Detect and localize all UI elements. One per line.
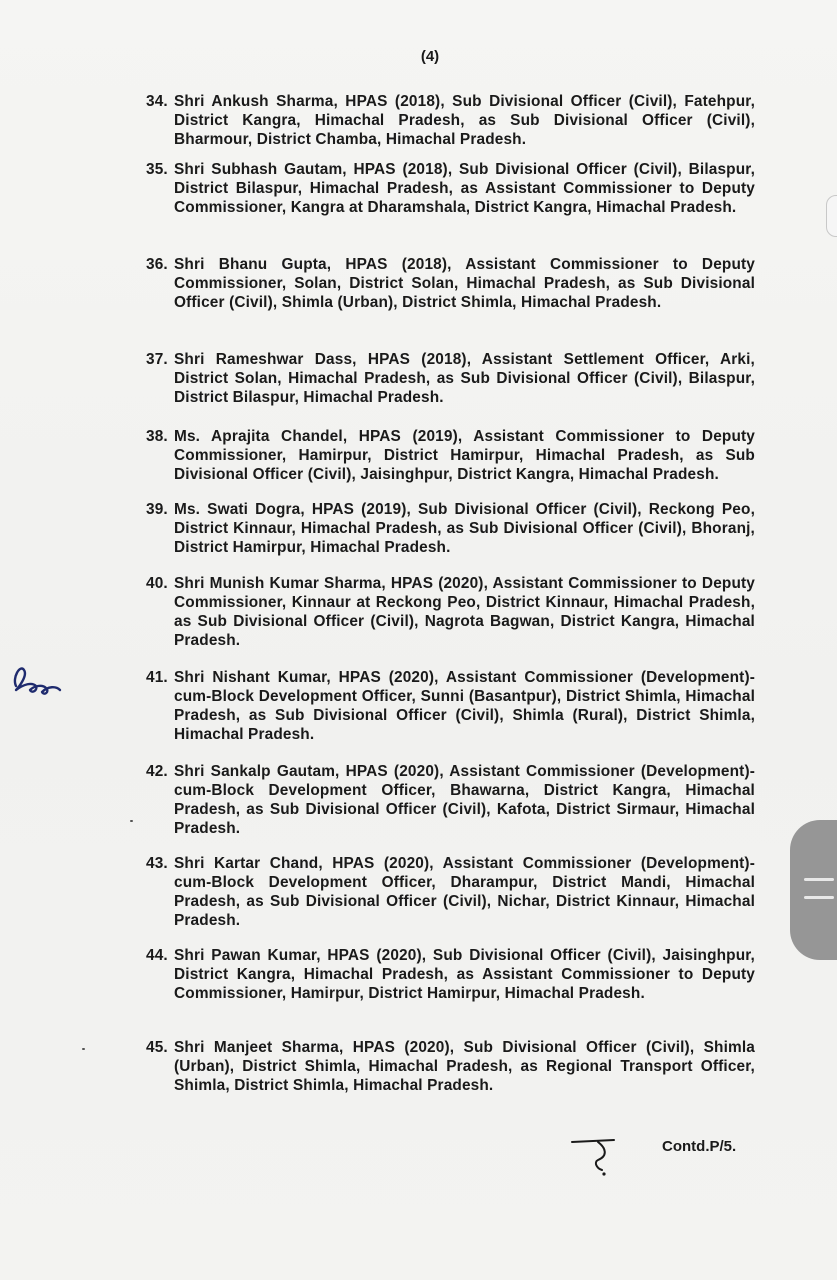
signature-icon [10, 660, 66, 700]
item-number: 38. [146, 428, 168, 445]
list-item [140, 574, 755, 650]
item-text: Shri Manjeet Sharma, HPAS (2020), Sub Divisional Officer (Civil), Shimla (Urban), District Shimla, Himachal Pradesh, as Regional Transport Officer, Shimla, District Shimla, Himachal Pradesh. [174, 1039, 755, 1094]
list-item [140, 854, 755, 930]
list-item [140, 255, 755, 312]
item-number: 41. [146, 669, 168, 686]
item-text: Shri Rameshwar Dass, HPAS (2018), Assistant Settlement Officer, Arki, District Solan, Himachal Pradesh, as Sub Divisional Officer (Civil), Bilaspur, District Bilaspur, Himachal Pradesh. [174, 351, 755, 406]
initial-mark-icon [568, 1132, 618, 1178]
list-item [140, 500, 755, 557]
item-number: 43. [146, 855, 168, 872]
item-text: Shri Ankush Sharma, HPAS (2018), Sub Divisional Officer (Civil), Fatehpur, District Kangra, Himachal Pradesh, as Sub Divisional Officer (Civil), Bharmour, District Chamba, Himachal Pradesh. [174, 93, 755, 148]
handle-grip-line [804, 878, 834, 881]
list-item [140, 762, 755, 838]
list-item [140, 1038, 755, 1095]
item-number: 37. [146, 351, 168, 368]
scroll-handle-icon[interactable] [790, 820, 837, 960]
list-item [140, 427, 755, 484]
item-number: 42. [146, 763, 168, 780]
list-item [140, 946, 755, 1003]
item-number: 44. [146, 947, 168, 964]
item-number: 40. [146, 575, 168, 592]
page-number: (4) [420, 48, 440, 65]
continued-note: Contd.P/5. [662, 1138, 737, 1155]
item-text: Shri Nishant Kumar, HPAS (2020), Assistant Commissioner (Development)-cum-Block Development Officer, Sunni (Basantpur), District Shimla, Himachal Pradesh, as Sub Divisional Officer (Civil), Shimla (Rural), District Shimla, Himachal Pradesh. [174, 669, 755, 743]
item-number: 34. [146, 93, 168, 110]
item-text: Shri Bhanu Gupta, HPAS (2018), Assistant Commissioner to Deputy Commissioner, Solan, District Solan, Himachal Pradesh, as Sub Divisional Officer (Civil), Shimla (Urban), District Shimla, Himachal Pradesh. [174, 256, 755, 311]
edge-tab [826, 195, 837, 237]
item-number: 35. [146, 161, 168, 178]
list-item [140, 160, 755, 217]
item-text: Ms. Aprajita Chandel, HPAS (2019), Assistant Commissioner to Deputy Commissioner, Hamirpur, District Hamirpur, Himachal Pradesh, as Sub Divisional Officer (Civil), Jaisinghpur, District Kangra, Himachal Pradesh. [174, 428, 755, 483]
item-number: 36. [146, 256, 168, 273]
item-number: 39. [146, 501, 168, 518]
item-text: Shri Pawan Kumar, HPAS (2020), Sub Divisional Officer (Civil), Jaisinghpur, District Kangra, Himachal Pradesh, as Assistant Commissioner to Deputy Commissioner, Hamirpur, District Hamirpur, Himachal Pradesh. [174, 947, 755, 1002]
item-text: Shri Munish Kumar Sharma, HPAS (2020), Assistant Commissioner to Deputy Commissioner, Kinnaur at Reckong Peo, District Kinnaur, Himachal Pradesh, as Sub Divisional Officer (Civil), Nagrota Bagwan, District Kangra, Himachal Pradesh. [174, 575, 755, 649]
item-text: Shri Subhash Gautam, HPAS (2018), Sub Divisional Officer (Civil), Bilaspur, District Bilaspur, Himachal Pradesh, as Assistant Commissioner to Deputy Commissioner, Kangra at Dharamshala, District Kangra, Himachal Pradesh. [174, 161, 755, 216]
item-number: 45. [146, 1039, 168, 1056]
list-item [140, 92, 755, 149]
paper-speck [130, 820, 133, 822]
item-text: Shri Sankalp Gautam, HPAS (2020), Assistant Commissioner (Development)-cum-Block Development Officer, Bhawarna, District Kangra, Himachal Pradesh, as Sub Divisional Officer (Civil), Kafota, District Sirmaur, Himachal Pradesh. [174, 763, 755, 837]
item-text: Ms. Swati Dogra, HPAS (2019), Sub Divisional Officer (Civil), Reckong Peo, District Kinnaur, Himachal Pradesh, as Sub Divisional Officer (Civil), Bhoranj, District Hamirpur, Himachal Pradesh. [174, 501, 755, 556]
item-text: Shri Kartar Chand, HPAS (2020), Assistant Commissioner (Development)-cum-Block Development Officer, Dharampur, District Mandi, Himachal Pradesh, as Sub Divisional Officer (Civil), Nichar, District Kinnaur, Himachal Pradesh. [174, 855, 755, 929]
paper-speck [82, 1048, 85, 1050]
handle-grip-line [804, 896, 834, 899]
list-item [140, 350, 755, 407]
list-item [140, 668, 755, 744]
